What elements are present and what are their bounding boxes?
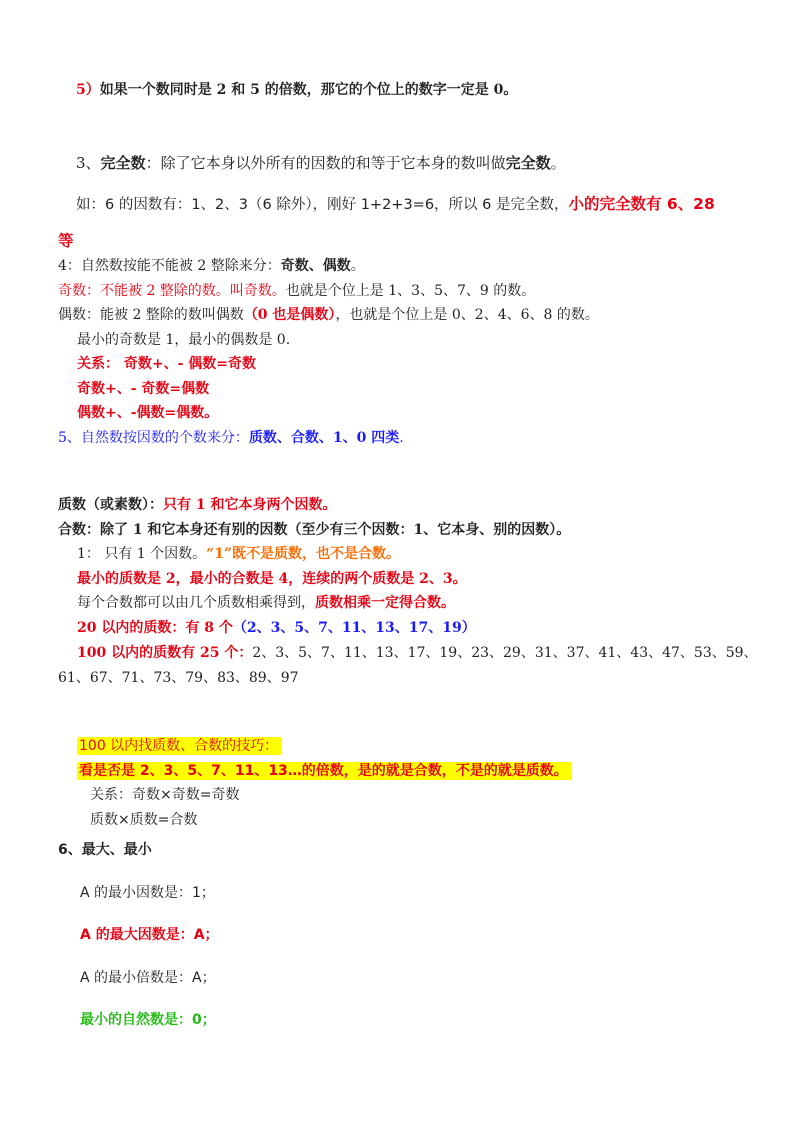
primes-100-list-cont: 61、67、71、73、79、83、89、97 — [58, 670, 299, 686]
period: . — [399, 430, 404, 446]
odd-digits: 也就是个位上是 1、3、5、7、9 的数。 — [285, 283, 536, 299]
tip-title — [77, 736, 282, 756]
perfect-number-example — [76, 194, 715, 215]
relation-even-plus-even: 偶数+、-偶数=偶数。 — [77, 405, 219, 421]
classification-text: 4：自然数按能不能被 2 整除来分： — [58, 258, 281, 274]
smallest-perfect-numbers-cont: 等 — [58, 232, 74, 250]
tip-content — [77, 761, 572, 781]
perfect-number-definition — [76, 153, 566, 173]
tip-content-text: 看是否是 2、3、5、7、11、13…的倍数，是的就是合数，不是的就是质数。 — [77, 762, 572, 780]
zero-is-even: （0 也是偶数） — [243, 307, 336, 323]
odd-number-definition — [58, 281, 535, 301]
composite-from-primes — [77, 593, 455, 613]
prime-definition — [58, 495, 337, 515]
even-definition: 偶数：能被 2 整除的数叫偶数 — [58, 307, 244, 323]
example-text: 如：6 的因数有：1、2、3（6 除外），刚好 1+2+3=6，所以 6 是完全数， — [76, 197, 569, 213]
classification-text: 5、自然数按因数的个数来分： — [58, 430, 249, 446]
smallest-prime-composite: 最小的质数是 2，最小的合数是 4，连续的两个质数是 2、3。 — [77, 571, 467, 587]
tip-title-text: 100 以内找质数、合数的技巧： — [77, 737, 282, 755]
rule-text: 如果一个数同时是 2 和 5 的倍数，那它的个位上的数字一定是 0。 — [99, 82, 518, 98]
relation-odd-plus-even: 关系： 奇数+、- 偶数=奇数 — [77, 356, 257, 372]
factor-count-classification — [58, 428, 404, 448]
smallest-natural-number: 最小的自然数是：0； — [80, 1012, 216, 1028]
term-perfect-number-2: 完全数 — [505, 154, 551, 172]
definition-text: ：除了它本身以外所有的因数的和等于它本身的数叫做 — [145, 154, 506, 172]
term-prime: 质数（或素数）： — [58, 497, 163, 513]
primes-100-label: 100 以内的质数有 25 个： — [77, 645, 253, 661]
primes-20-list: （2、3、5、7、11、13、17、19） — [232, 620, 476, 636]
prime-definition-text: 只有 1 和它本身两个因数。 — [163, 497, 337, 513]
relation-odd-plus-odd: 奇数+、- 奇数=偶数 — [77, 381, 210, 397]
smallest-perfect-numbers: 小的完全数有 6、28 — [568, 195, 715, 213]
four-categories: 质数、合数、1、0 四类 — [248, 430, 400, 446]
term-perfect-number: 完全数 — [100, 154, 146, 172]
one-note — [77, 544, 400, 564]
section-number: 3、 — [76, 154, 101, 172]
smallest-odd-even: 最小的奇数是 1，最小的偶数是 0. — [77, 332, 291, 348]
section-max-min: 6、最大、最小 — [58, 842, 152, 858]
period: 。 — [550, 154, 566, 172]
item-number: 5） — [76, 82, 100, 98]
composite-definition: 合数：除了 1 和它本身还有别的因数（至少有三个因数：1、它本身、别的因数）。 — [58, 522, 571, 538]
rule-multiple-of-2-and-5 — [76, 80, 517, 100]
one-factor-text: 1： 只有 1 个因数。 — [77, 546, 207, 562]
even-digits: ，也就是个位上是 0、2、4、6、8 的数。 — [335, 307, 599, 323]
odd-definition: 奇数：不能被 2 整除的数。叫奇数。 — [58, 283, 286, 299]
max-factor-of-a: A 的最大因数是：A； — [80, 927, 219, 943]
one-neither-prime-nor-composite: “1”既不是质数，也不是合数。 — [206, 546, 401, 562]
min-factor-of-a: A 的最小因数是：1； — [80, 885, 215, 901]
relation-prime-times-prime: 质数×质数=合数 — [90, 812, 198, 828]
primes-within-20 — [77, 618, 476, 638]
primes-within-100 — [77, 643, 758, 663]
primes-100-list: 2、3、5、7、11、13、17、19、23、29、31、37、41、43、47、53、59、 — [252, 645, 758, 661]
prime-product-composite: 质数相乘一定得合数。 — [315, 595, 455, 611]
min-multiple-of-a: A 的最小倍数是：A； — [80, 970, 216, 986]
odd-even-classification — [58, 256, 365, 276]
even-number-definition — [58, 305, 599, 325]
period: 。 — [350, 258, 365, 274]
primes-20-label: 20 以内的质数：有 8 个 — [77, 620, 233, 636]
odd-even-terms: 奇数、偶数 — [280, 258, 351, 274]
composite-text: 每个合数都可以由几个质数相乘得到， — [77, 595, 315, 611]
relation-odd-times-odd: 关系：奇数×奇数=奇数 — [90, 787, 240, 803]
